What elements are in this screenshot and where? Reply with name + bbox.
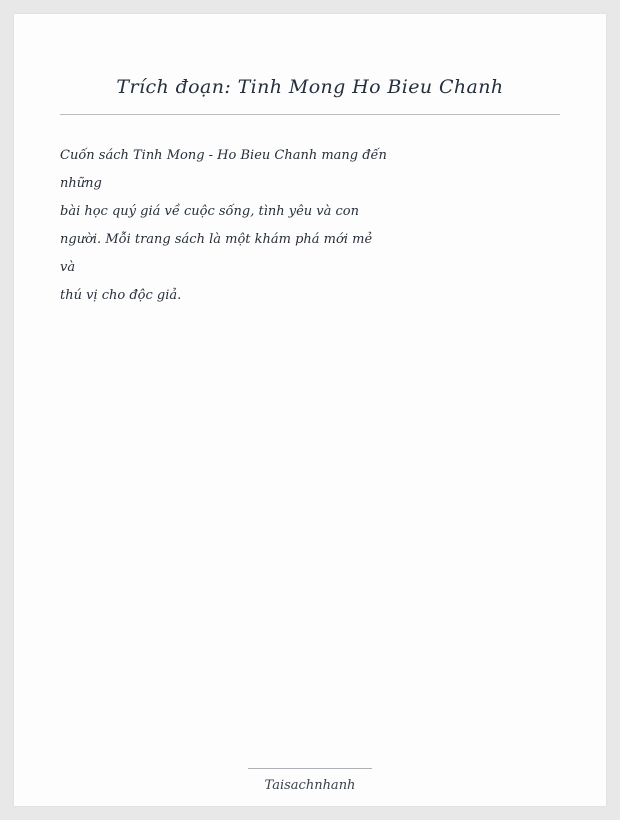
body-line: thú vị cho độc giả.	[60, 288, 182, 303]
body-line: Cuốn sách Tinh Mong - Ho Bieu Chanh mang đến	[60, 148, 387, 163]
body-line: những	[60, 176, 102, 191]
body-line: bài học quý giá về cuộc sống, tình yêu và con	[60, 204, 359, 219]
page-title: Trích đoạn: Tinh Mong Ho Bieu Chanh	[116, 76, 504, 98]
footer-divider	[248, 768, 372, 769]
document-page	[14, 14, 606, 806]
title-divider	[60, 114, 560, 115]
page-content	[14, 14, 606, 806]
body-line: người. Mỗi trang sách là một khám phá mới mẻ	[60, 232, 373, 247]
body-text	[60, 142, 530, 310]
body-line: và	[60, 260, 76, 275]
footer-attribution: Taisachnhanh	[264, 778, 356, 793]
